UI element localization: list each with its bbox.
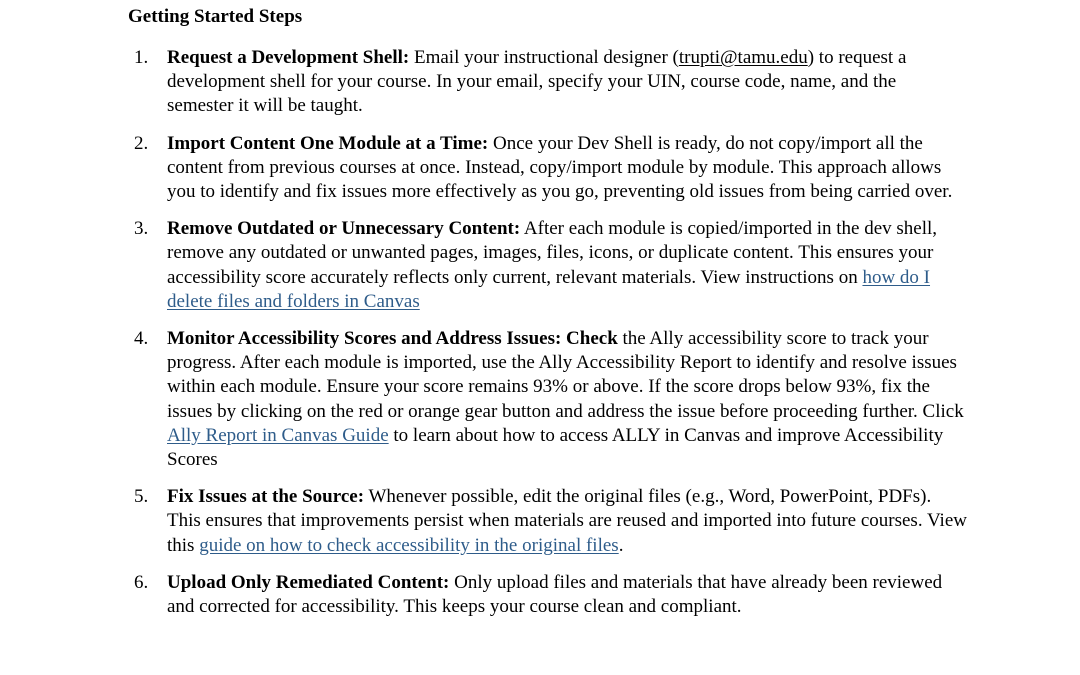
step-number: 6.: [134, 571, 149, 593]
steps-list: [0, 46, 1080, 632]
step-description-end: .: [618, 534, 624, 556]
step-title: Upload Only Remediated Content:: [167, 571, 450, 593]
step-item: [0, 217, 1080, 314]
step-text: [167, 217, 967, 314]
step-text: [167, 571, 967, 619]
accessibility-check-guide-link[interactable]: guide on how to check accessibility in the original files: [199, 534, 619, 556]
step-number: 4.: [134, 328, 149, 350]
step-item: [0, 571, 1080, 619]
ally-report-guide-link[interactable]: Ally Report in Canvas Guide: [167, 424, 389, 446]
step-title: Monitor Accessibility Scores and Address Issues: Check: [167, 328, 618, 350]
step-text: [167, 46, 967, 119]
step-title: Fix Issues at the Source:: [167, 486, 365, 508]
step-title: Import Content One Module at a Time:: [167, 132, 489, 154]
delete-files-guide-link[interactable]: how do I delete files and folders in Canvas: [167, 266, 931, 312]
step-text: [167, 485, 967, 558]
step-text: [167, 327, 967, 472]
step-number: 3.: [134, 218, 149, 240]
step-description: Once your Dev Shell is ready, do not copy/import all the content from previous courses at once. Instead, copy/import module by module. This approach allows you to identify and fix issues more effectively as you go, preventing old issues from being carried over.: [167, 132, 953, 203]
step-title: Request a Development Shell:: [167, 47, 410, 68]
step-text: [167, 132, 967, 205]
step-item: [0, 46, 1080, 119]
step-item: [0, 132, 1080, 205]
step-description: Only upload files and materials that have already been reviewed and corrected for accessibility. This keeps your course clean and compliant.: [167, 571, 943, 618]
step-description: After each module is copied/imported in the dev shell, remove any outdated or unwanted pages, images, files, icons, or duplicate content. This ensures your accessibility score accurately reflects only current, relevant materials. View instructions on: [167, 218, 938, 288]
section-heading: Getting Started Steps: [128, 6, 303, 27]
step-description: Email your instructional designer (: [409, 47, 679, 68]
step-item: [0, 485, 1080, 558]
step-description-end: to learn about how to access ALLY in Canvas and improve Accessibility Scores: [167, 424, 944, 471]
step-number: 2.: [134, 132, 149, 154]
step-item: [0, 327, 1080, 472]
step-description: Whenever possible, edit the original files (e.g., Word, PowerPoint, PDFs). This ensures that improvements persist when materials are reused and imported into future courses. View this: [167, 486, 967, 556]
step-number: 5.: [134, 486, 149, 508]
step-title: Remove Outdated or Unnecessary Content:: [167, 218, 521, 240]
step-description-end: ) to request a development shell for your course. In your email, specify your UIN, course code, name, and the semester it will be taught.: [167, 47, 907, 117]
step-description: the Ally accessibility score to track your progress. After each module is imported, use the Ally Accessibility Report to identify and resolve issues within each module. Ensure your score remains 93% or above. If the score drops below 93%, fix the issues by clicking on the red or orange gear button and address the issue before proceeding further. Click: [167, 328, 964, 422]
email-link[interactable]: trupti@tamu.edu: [678, 47, 808, 68]
step-number: 1.: [134, 47, 149, 68]
